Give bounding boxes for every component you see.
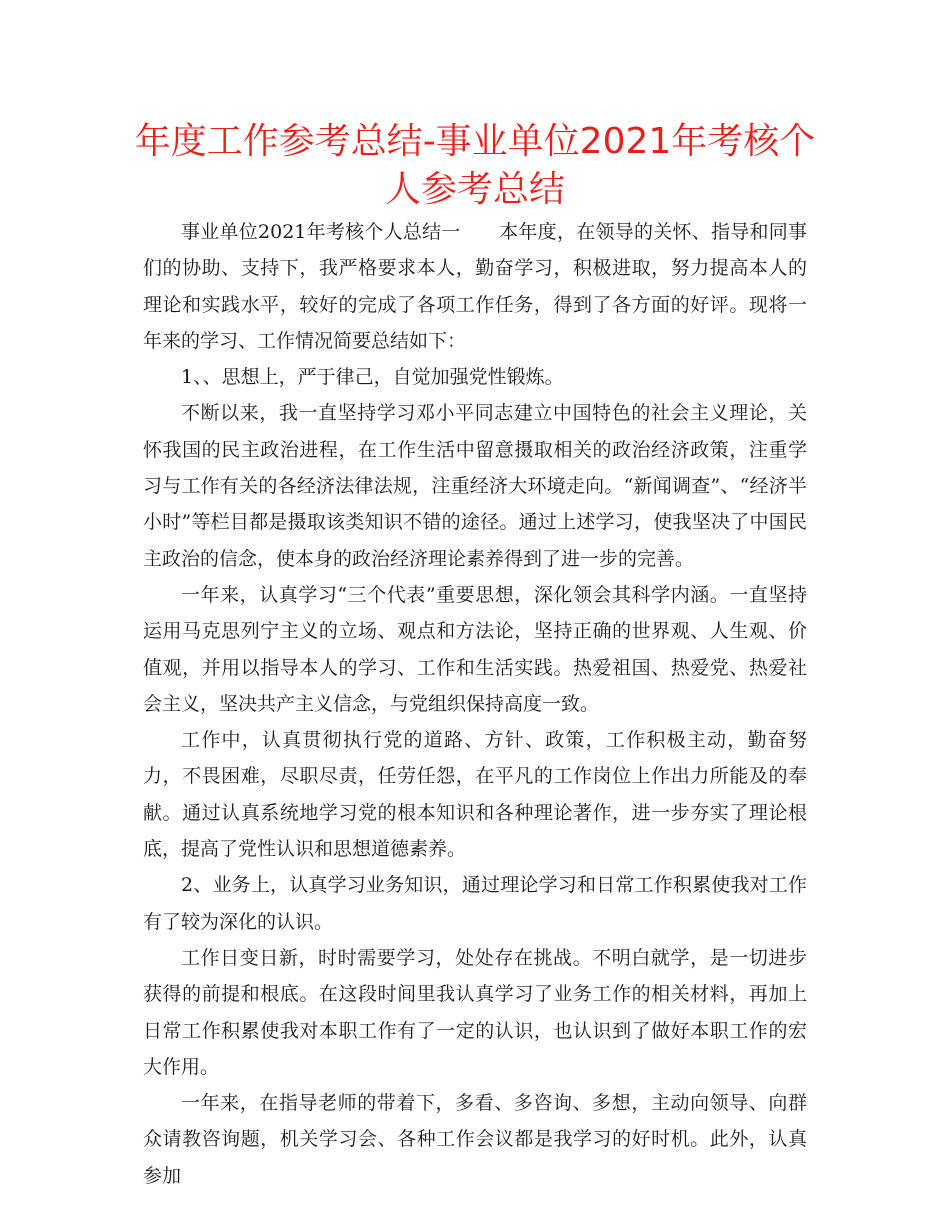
document-body	[143, 214, 807, 1194]
paragraph-three-represents: 一年来，认真学习“三个代表”重要思想，深化领会其科学内涵。一直坚持运用马克思列宁主义的立场、观点和方法论，坚持正确的世界观、人生观、价值观，并用以指导本人的学习、工作和生活实践。热爱祖国、热爱党、热爱社会主义，坚决共产主义信念，与党组织保持高度一致。	[143, 583, 807, 715]
paragraph-theory-study: 不断以来，我一直坚持学习邓小平同志建立中国特色的社会主义理论，关怀我国的民主政治进程，在工作生活中留意摄取相关的政治经济政策，注重学习与工作有关的各经济法律法规，注重经济大环境走向。“新闻调查”、“经济半小时”等栏目都是摄取该类知识不错的途径。通过上述学习，使我坚决了中国民主政治的信念，使本身的政治经济理论素养得到了进一步的完善。	[143, 402, 807, 570]
paragraph-intro: 事业单位2021年考核个人总结一 本年度，在领导的关怀、指导和同事们的协助、支持下，我严格要求本人，勤奋学习，积极进取，努力提高本人的理论和实践水平，较好的完成了各项工作任务，得到了各方面的好评。现将一年来的学习、工作情况简要总结如下：	[143, 221, 807, 352]
paragraph-section-2-heading: 2、业务上，认真学习业务知识，通过理论学习和日常工作积累使我对工作有了较为深化的认识。	[143, 874, 807, 933]
document-title: 年度工作参考总结-事业单位2021年考核个人参考总结	[134, 121, 816, 210]
paragraph-daily-learning: 工作日变日新，时时需要学习，处处存在挑战。不明白就学，是一切进步获得的前提和根底。在这段时间里我认真学习了业务工作的相关材料，再加上日常工作积累使我对本职工作有了一定的认识，也认识到了做好本职工作的宏大作用。	[143, 946, 807, 1078]
paragraph-mentor-guidance: 一年来，在指导老师的带着下，多看、多咨询、多想，主动向领导、向群众请教咨询题，机关学习会、各种工作会议都是我学习的好时机。此外，认真参加	[143, 1092, 807, 1187]
paragraph-work-attitude: 工作中，认真贯彻执行党的道路、方针、政策，工作积极主动，勤奋努力，不畏困难，尽职尽责，任劳任怨，在平凡的工作岗位上作出力所能及的奉献。通过认真系统地学习党的根本知识和各种理论著作，进一步夯实了理论根底，提高了党性认识和思想道德素养。	[143, 729, 807, 861]
paragraph-section-1-heading: 1、、思想上，严于律己，自觉加强党性锻炼。	[181, 366, 564, 389]
